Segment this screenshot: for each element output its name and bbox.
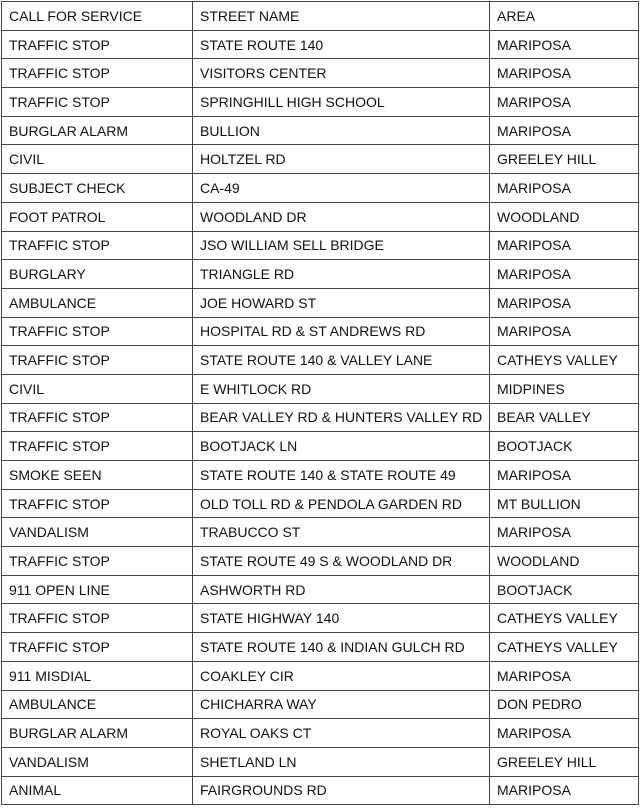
street-name-cell: SPRINGHILL HIGH SCHOOL: [193, 88, 490, 117]
table-row: [2, 747, 639, 776]
table-row: [2, 690, 639, 719]
street-name-cell: OLD TOLL RD & PENDOLA GARDEN RD: [193, 489, 490, 518]
street-name-cell: STATE HIGHWAY 140: [193, 604, 490, 633]
area-cell: BEAR VALLEY: [490, 403, 639, 432]
call-type-cell: 911 MISDIAL: [2, 661, 193, 690]
area-cell: BOOTJACK: [490, 575, 639, 604]
area-cell: MARIPOSA: [490, 518, 639, 547]
street-name-cell: BULLION: [193, 116, 490, 145]
table-row: [2, 231, 639, 260]
area-cell: CATHEYS VALLEY: [490, 604, 639, 633]
street-name-cell: HOLTZEL RD: [193, 145, 490, 174]
call-type-cell: ANIMAL: [2, 776, 193, 805]
table-row: [2, 547, 639, 576]
call-type-cell: AMBULANCE: [2, 288, 193, 317]
call-type-cell: TRAFFIC STOP: [2, 633, 193, 662]
area-cell: MARIPOSA: [490, 88, 639, 117]
area-cell: MARIPOSA: [490, 116, 639, 145]
table-row: [2, 30, 639, 59]
street-name-cell: FAIRGROUNDS RD: [193, 776, 490, 805]
table-row: [2, 518, 639, 547]
street-name-cell: BOOTJACK LN: [193, 432, 490, 461]
call-type-cell: VANDALISM: [2, 747, 193, 776]
table-row: [2, 776, 639, 805]
street-name-cell: SHETLAND LN: [193, 747, 490, 776]
call-type-cell: FOOT PATROL: [2, 202, 193, 231]
area-cell: MARIPOSA: [490, 30, 639, 59]
call-type-cell: CIVIL: [2, 374, 193, 403]
header-street-name: STREET NAME: [193, 2, 490, 31]
call-type-cell: 911 OPEN LINE: [2, 575, 193, 604]
call-type-cell: SMOKE SEEN: [2, 461, 193, 490]
area-cell: MARIPOSA: [490, 317, 639, 346]
table-row: [2, 346, 639, 375]
call-type-cell: BURGLARY: [2, 260, 193, 289]
table-row: [2, 432, 639, 461]
call-type-cell: AMBULANCE: [2, 690, 193, 719]
call-type-cell: BURGLAR ALARM: [2, 116, 193, 145]
table-row: [2, 461, 639, 490]
area-cell: BOOTJACK: [490, 432, 639, 461]
street-name-cell: WOODLAND DR: [193, 202, 490, 231]
call-type-cell: CIVIL: [2, 145, 193, 174]
street-name-cell: STATE ROUTE 140 & VALLEY LANE: [193, 346, 490, 375]
area-cell: MARIPOSA: [490, 461, 639, 490]
street-name-cell: E WHITLOCK RD: [193, 374, 490, 403]
calls-for-service-table: [1, 1, 639, 805]
table-row: [2, 202, 639, 231]
call-type-cell: TRAFFIC STOP: [2, 403, 193, 432]
call-type-cell: TRAFFIC STOP: [2, 88, 193, 117]
street-name-cell: STATE ROUTE 140: [193, 30, 490, 59]
street-name-cell: VISITORS CENTER: [193, 59, 490, 88]
table-row: [2, 88, 639, 117]
table-row: [2, 374, 639, 403]
table-row: [2, 317, 639, 346]
table-row: [2, 174, 639, 203]
area-cell: MT BULLION: [490, 489, 639, 518]
call-type-cell: TRAFFIC STOP: [2, 231, 193, 260]
call-type-cell: TRAFFIC STOP: [2, 489, 193, 518]
area-cell: MARIPOSA: [490, 59, 639, 88]
table-header-row: [2, 2, 639, 31]
table-row: [2, 489, 639, 518]
call-type-cell: TRAFFIC STOP: [2, 346, 193, 375]
street-name-cell: ASHWORTH RD: [193, 575, 490, 604]
call-type-cell: TRAFFIC STOP: [2, 30, 193, 59]
area-cell: MARIPOSA: [490, 661, 639, 690]
table-row: [2, 719, 639, 748]
call-type-cell: TRAFFIC STOP: [2, 59, 193, 88]
call-type-cell: SUBJECT CHECK: [2, 174, 193, 203]
header-area: AREA: [490, 2, 639, 31]
street-name-cell: JSO WILLIAM SELL BRIDGE: [193, 231, 490, 260]
table-row: [2, 633, 639, 662]
street-name-cell: STATE ROUTE 140 & INDIAN GULCH RD: [193, 633, 490, 662]
street-name-cell: CA-49: [193, 174, 490, 203]
area-cell: WOODLAND: [490, 202, 639, 231]
street-name-cell: HOSPITAL RD & ST ANDREWS RD: [193, 317, 490, 346]
area-cell: CATHEYS VALLEY: [490, 633, 639, 662]
call-type-cell: VANDALISM: [2, 518, 193, 547]
table-body: [2, 2, 639, 805]
street-name-cell: TRABUCCO ST: [193, 518, 490, 547]
call-type-cell: TRAFFIC STOP: [2, 317, 193, 346]
area-cell: MARIPOSA: [490, 719, 639, 748]
call-type-cell: TRAFFIC STOP: [2, 432, 193, 461]
street-name-cell: TRIANGLE RD: [193, 260, 490, 289]
street-name-cell: ROYAL OAKS CT: [193, 719, 490, 748]
street-name-cell: STATE ROUTE 140 & STATE ROUTE 49: [193, 461, 490, 490]
header-call-for-service: CALL FOR SERVICE: [2, 2, 193, 31]
call-type-cell: BURGLAR ALARM: [2, 719, 193, 748]
table-row: [2, 59, 639, 88]
call-type-cell: TRAFFIC STOP: [2, 547, 193, 576]
table-row: [2, 116, 639, 145]
table-row: [2, 604, 639, 633]
area-cell: GREELEY HILL: [490, 145, 639, 174]
street-name-cell: JOE HOWARD ST: [193, 288, 490, 317]
street-name-cell: STATE ROUTE 49 S & WOODLAND DR: [193, 547, 490, 576]
table-row: [2, 288, 639, 317]
table-row: [2, 575, 639, 604]
table-row: [2, 403, 639, 432]
table-row: [2, 145, 639, 174]
area-cell: WOODLAND: [490, 547, 639, 576]
area-cell: CATHEYS VALLEY: [490, 346, 639, 375]
street-name-cell: COAKLEY CIR: [193, 661, 490, 690]
area-cell: MARIPOSA: [490, 174, 639, 203]
area-cell: DON PEDRO: [490, 690, 639, 719]
table-row: [2, 661, 639, 690]
area-cell: MIDPINES: [490, 374, 639, 403]
street-name-cell: CHICHARRA WAY: [193, 690, 490, 719]
area-cell: GREELEY HILL: [490, 747, 639, 776]
area-cell: MARIPOSA: [490, 288, 639, 317]
call-type-cell: TRAFFIC STOP: [2, 604, 193, 633]
street-name-cell: BEAR VALLEY RD & HUNTERS VALLEY RD: [193, 403, 490, 432]
area-cell: MARIPOSA: [490, 260, 639, 289]
area-cell: MARIPOSA: [490, 231, 639, 260]
area-cell: MARIPOSA: [490, 776, 639, 805]
table-row: [2, 260, 639, 289]
